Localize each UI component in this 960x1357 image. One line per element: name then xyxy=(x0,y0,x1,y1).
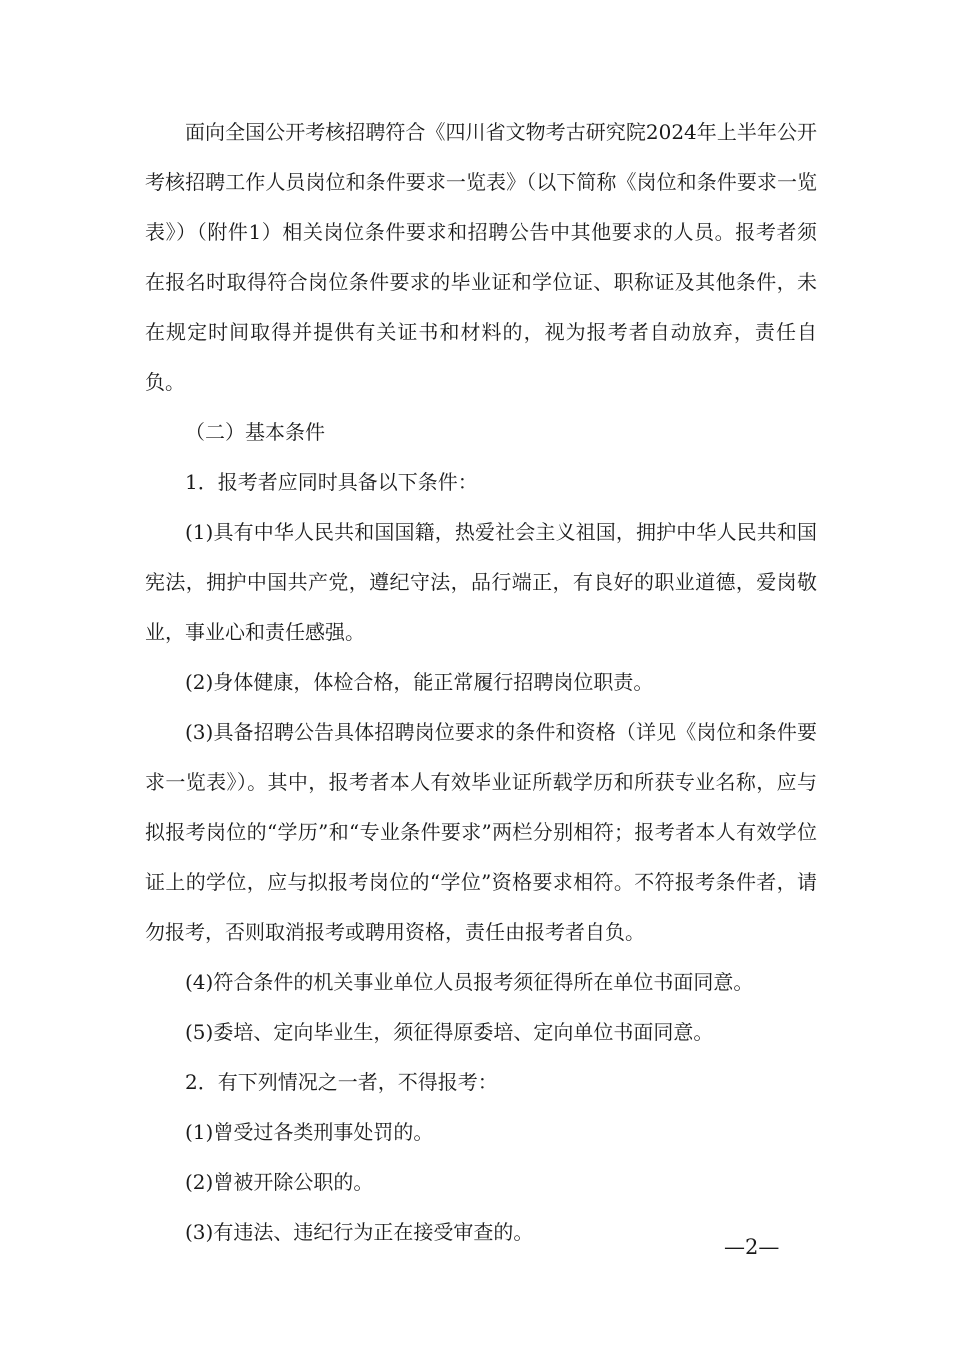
list-heading-exclusions: 2．有下列情况之一者，不得报考： xyxy=(185,1070,498,1094)
list-item-condition-5: (5)委培、定向毕业生，须征得原委培、定向单位书面同意。 xyxy=(185,1020,714,1044)
list-item-condition-2: (2)身体健康，体检合格，能正常履行招聘岗位职责。 xyxy=(185,670,654,694)
page-number: —2— xyxy=(724,1235,780,1259)
document-body xyxy=(145,107,817,1257)
list-item-exclusion-2: (2)曾被开除公职的。 xyxy=(185,1170,374,1194)
list-heading-required-conditions: 1．报考者应同时具备以下条件： xyxy=(185,470,478,494)
list-item-exclusion-3: (3)有违法、违纪行为正在接受审查的。 xyxy=(185,1220,534,1244)
paragraph-recruitment-scope: 面向全国公开考核招聘符合《四川省文物考古研究院2024年上半年公开考核招聘工作人员岗位和条件要求一览表》（以下简称《岗位和条件要求一览表》）（附件1）相关岗位条件要求和招聘公告中其他要求的人员。报考者须在报名时取得符合岗位条件要求的毕业证和学位证、职称证及其他条件，未在规定时间取得并提供有关证书和材料的，视为报考者自动放弃，责任自负。 xyxy=(145,120,817,394)
section-heading-basic-conditions: （二）基本条件 xyxy=(185,420,325,444)
list-item-condition-4: (4)符合条件的机关事业单位人员报考须征得所在单位书面同意。 xyxy=(185,970,754,994)
list-item-condition-3: (3)具备招聘公告具体招聘岗位要求的条件和资格（详见《岗位和条件要求一览表》）。其中，报考者本人有效毕业证所载学历和所获专业名称，应与拟报考岗位的“学历”和“专业条件要求”两栏分别相符；报考者本人有效学位证上的学位，应与拟报考岗位的“学位”资格要求相符。不符报考条件者，请勿报考，否则取消报考或聘用资格，责任由报考者自负。 xyxy=(145,720,817,944)
list-item-exclusion-1: (1)曾受过各类刑事处罚的。 xyxy=(185,1120,434,1144)
list-item-condition-1: (1)具有中华人民共和国国籍，热爱社会主义祖国，拥护中华人民共和国宪法，拥护中国共产党，遵纪守法，品行端正，有良好的职业道德，爱岗敬业，事业心和责任感强。 xyxy=(145,520,817,644)
